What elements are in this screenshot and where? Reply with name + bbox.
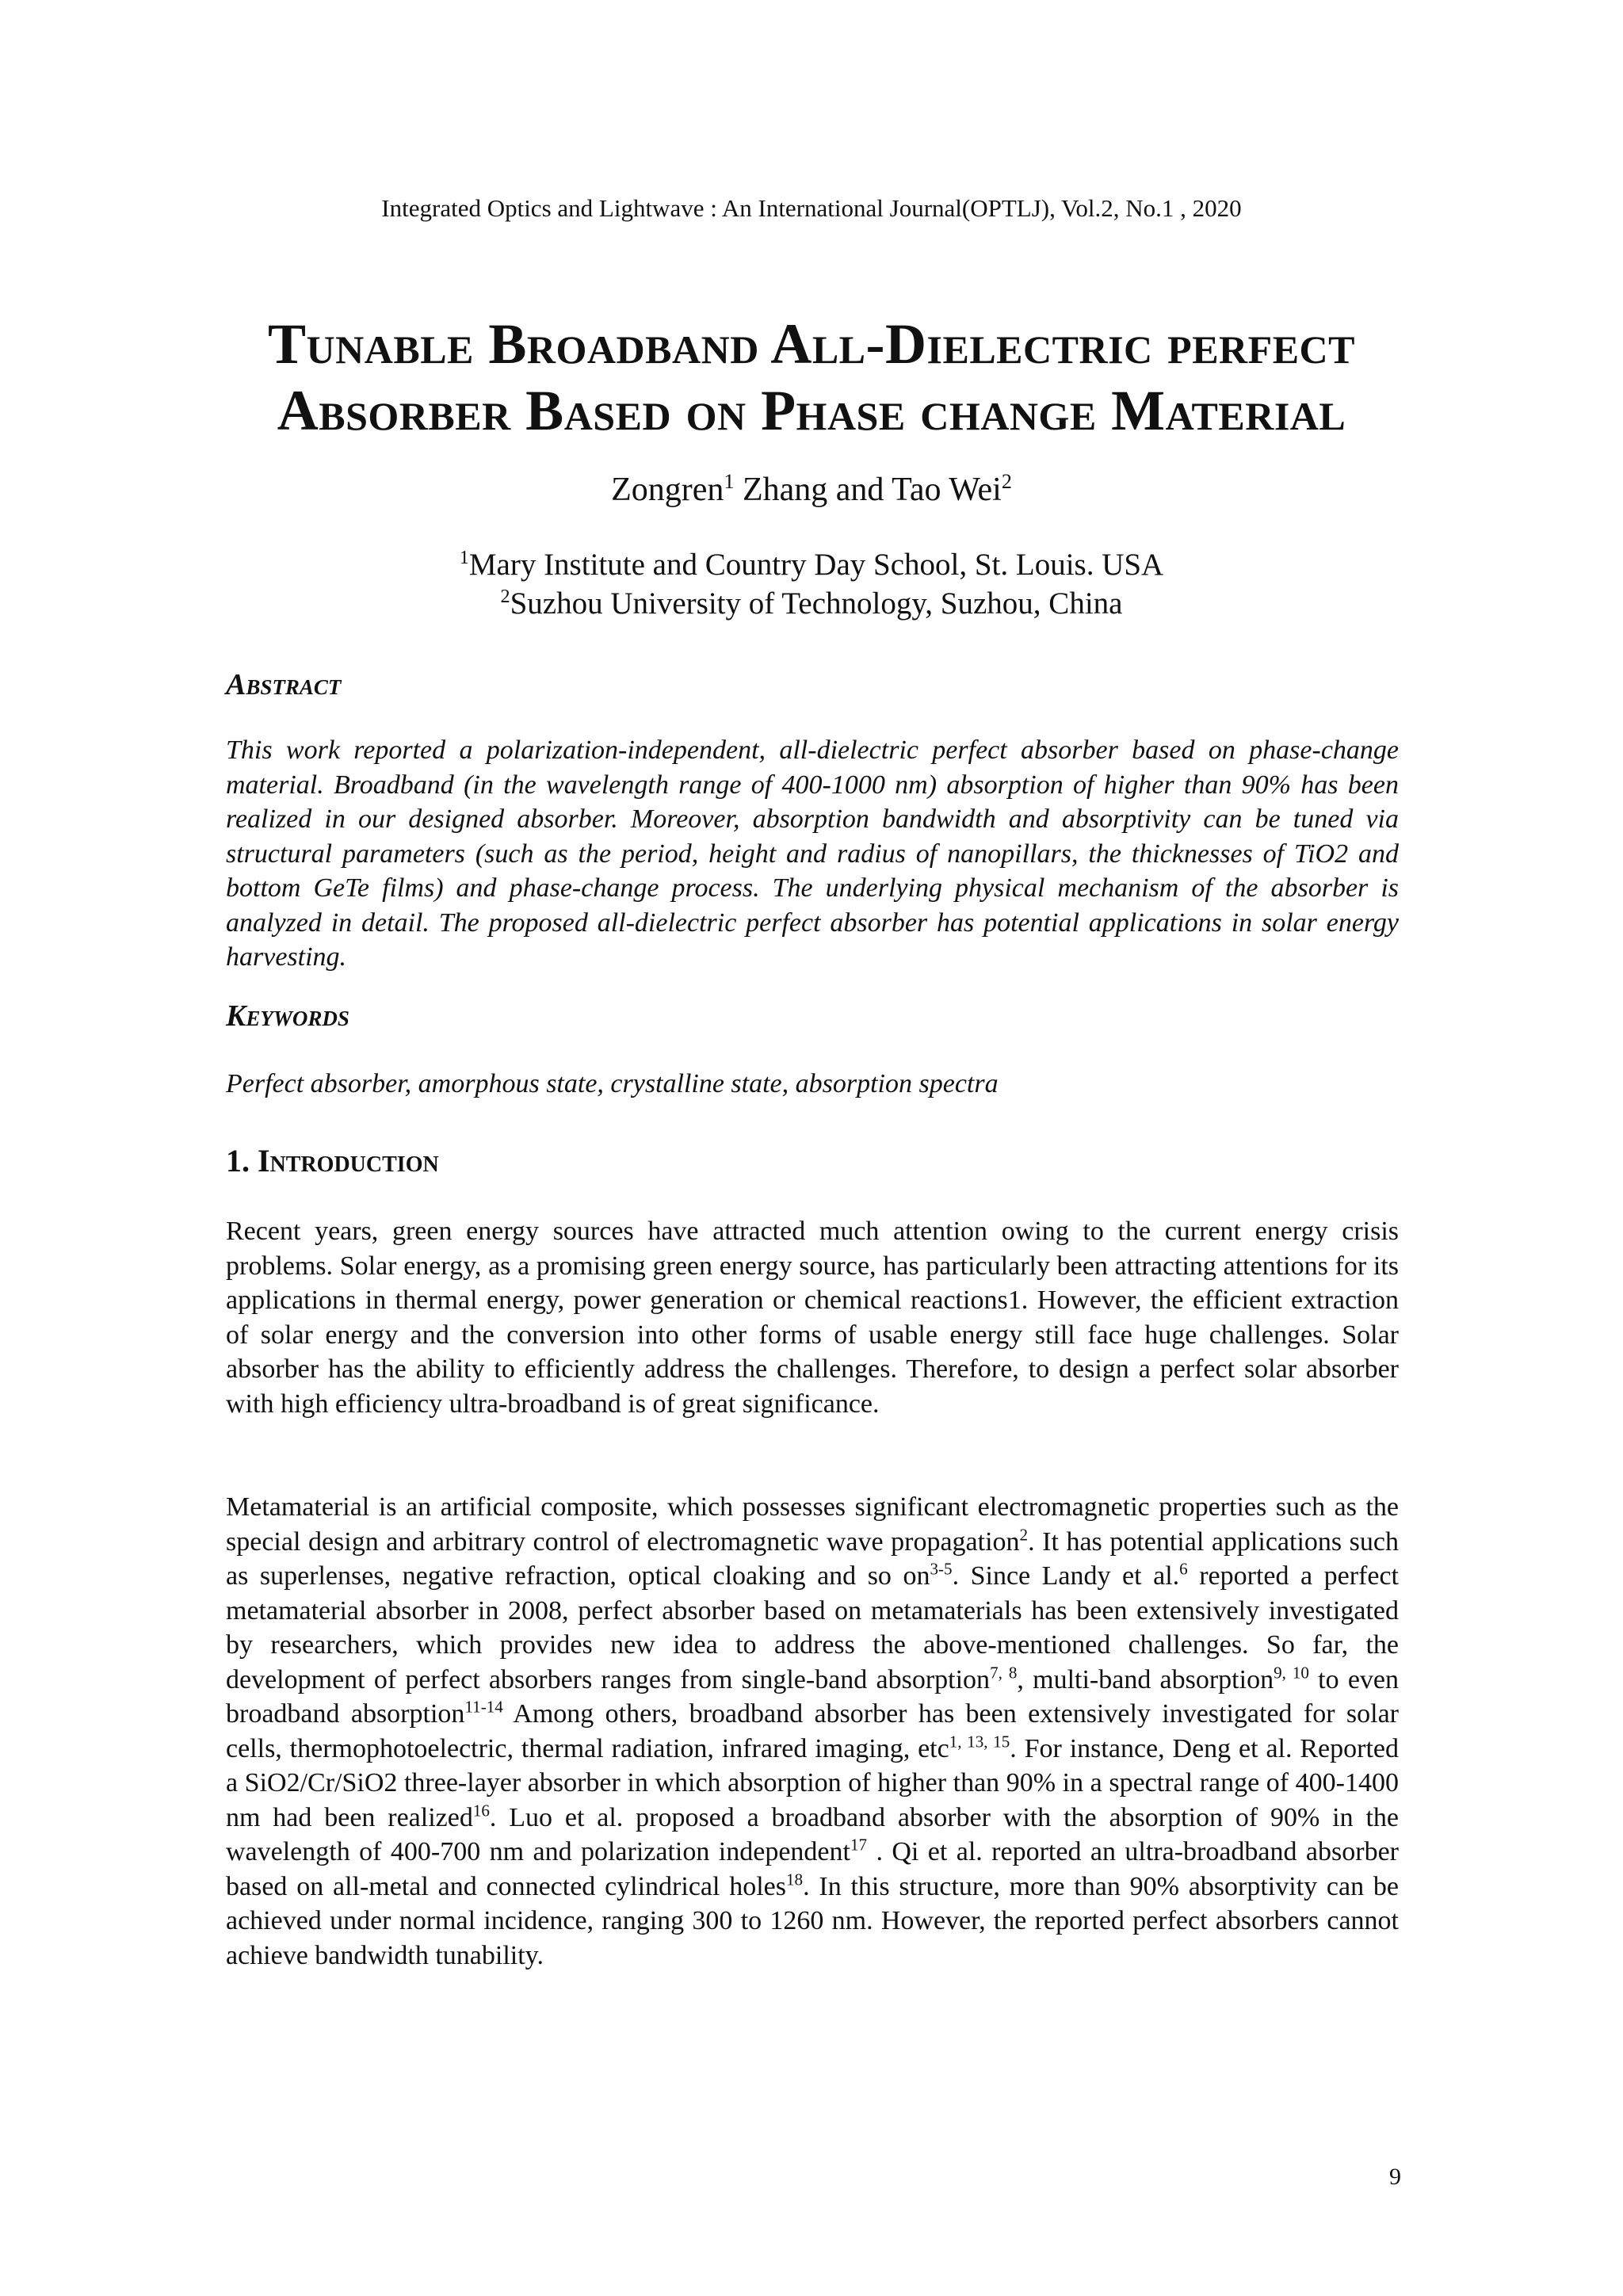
paragraph-text-run: Among others, broadband absorber has been extensively investigated for solar cells, thermophotoelectric, thermal radiation, infrared imaging, etc <box>226 1699 1399 1763</box>
introduction-paragraph-1: Recent years, green energy sources have attracted much attention owing to the current energy crisis problems. Solar energy, as a promising green energy source, has particularly been attracting attentions for its applications in thermal energy, power generation or chemical reactions1. However, the efficient extraction of solar energy and the conversion into other forms of usable energy still face huge challenges. Solar absorber has the ability to efficiently address the challenges. Therefore, to design a perfect solar absorber with high efficiency ultra-broadband is of great significance. <box>226 1217 1399 1419</box>
affiliation-1-mark: 1 <box>459 547 469 568</box>
abstract-text: This work reported a polarization-independent, all-dielectric perfect absorber based on phase-change material. Broadband (in the wavelength range of 400-1000 nm) absorption of higher than 90% has been realized in our designed absorber. Moreover, absorption bandwidth and absorptivity can be tuned via structural parameters (such as the period, height and radius of nanopillars, the thicknesses of TiO2 and bottom GeTe films) and phase-change process. The underlying physical mechanism of the absorber is analyzed in detail. The proposed all-dielectric perfect absorber has potential applications in solar energy harvesting. <box>226 735 1399 972</box>
citation-superscript: 1, 13, 15 <box>949 1732 1010 1752</box>
paragraph-text-run: . It has potential applications such as superlenses, negative refraction, optical cloaking and so on <box>226 1526 1400 1591</box>
page-number: 9 <box>1389 2164 1401 2190</box>
citation-superscript: 3-5 <box>930 1559 953 1579</box>
author-1-name: Zongren <box>611 472 724 508</box>
paragraph-text-run: . Qi et al. reported an ultra-broadband absorber based on all-metal and connected cylindrical holes <box>226 1837 1399 1901</box>
paragraph-text-run: . Since Landy et al. <box>952 1561 1180 1591</box>
author-1-affil-mark: 1 <box>724 470 735 493</box>
paragraph-text-run: . Luo et al. proposed a broadband absorber with the absorption of 90% in the wavelength of 400-700 nm and polarization independent <box>226 1802 1399 1866</box>
introduction-paragraph-2 <box>226 1490 1399 1973</box>
affiliation-1 <box>0 545 1623 584</box>
affiliation-2-text: Suzhou University of Technology, Suzhou, China <box>510 586 1123 621</box>
citation-superscript: 16 <box>472 1801 490 1820</box>
paragraph-text-run: reported a perfect metamaterial absorber in 2008, perfect absorber based on metamaterials has been extensively investigated by researchers, which provides new idea to address the above-mentioned challenges. So far, the development of perfect absorbers ranges from single-band absorption <box>226 1561 1399 1694</box>
author-2-affil-mark: 2 <box>1001 470 1012 493</box>
affiliation-1-text: Mary Institute and Country Day School, St. Louis. USA <box>468 548 1164 582</box>
author-line-rest: Zhang and Tao Wei <box>734 472 1002 508</box>
citation-superscript: 11-14 <box>464 1697 503 1717</box>
introduction-heading: 1. Introduction <box>226 1143 439 1179</box>
affiliations <box>0 545 1623 623</box>
author-line <box>0 468 1623 512</box>
citation-superscript: 18 <box>786 1870 804 1889</box>
title-line-1: Tunable Broadband All-Dielectric perfect <box>268 312 1355 376</box>
paragraph-text-run: . In this structure, more than 90% absorptivity can be achieved under normal incidence, ranging 300 to 1260 nm. However, the reported perfect absorbers cannot achieve bandwidth tunability. <box>226 1871 1399 1970</box>
paragraph-text-run: . For instance, Deng et al. Reported a SiO2/Cr/SiO2 three-layer absorber in which absorption of higher than 90% in a spectral range of 400-1400 nm had been realized <box>226 1733 1400 1832</box>
paragraph-text-run: Metamaterial is an artificial composite, which possesses significant electromagnetic properties such as the special design and arbitrary control of electromagnetic wave propagation <box>226 1492 1399 1557</box>
title-line-2: Absorber Based on Phase change Material <box>277 379 1346 442</box>
citation-superscript: 6 <box>1179 1559 1188 1579</box>
citation-superscript: 2 <box>1019 1525 1029 1545</box>
citation-superscript: 9, 10 <box>1274 1663 1309 1683</box>
keywords-text: Perfect absorber, amorphous state, crystalline state, absorption spectra <box>226 1069 999 1098</box>
citation-superscript: 17 <box>850 1835 868 1855</box>
paragraph-text-run: , multi-band absorption <box>1017 1664 1274 1694</box>
abstract-heading: Abstract <box>226 668 342 701</box>
paragraph-text-run: to even broadband absorption <box>226 1664 1400 1729</box>
running-header: Integrated Optics and Lightwave : An International Journal(OPTLJ), Vol.2, No.1 , 2020 <box>381 194 1242 222</box>
affiliation-2 <box>0 584 1623 623</box>
citation-superscript: 7, 8 <box>990 1663 1018 1683</box>
affiliation-2-mark: 2 <box>500 586 510 607</box>
keywords-heading: Keywords <box>226 999 349 1033</box>
paper-title <box>0 311 1623 444</box>
